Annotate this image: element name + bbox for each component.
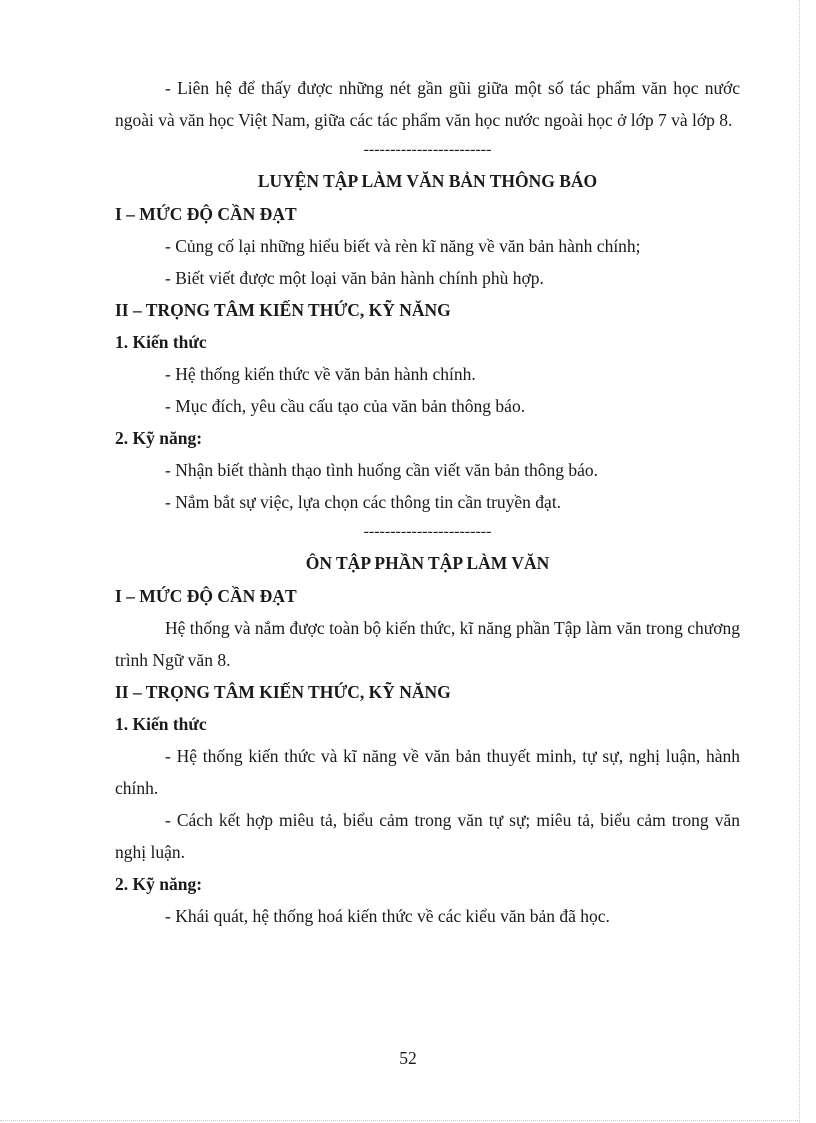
section1-heading-objectives: I – MỨC ĐỘ CẦN ĐẠT [115, 204, 297, 224]
separator-2: ------------------------ [363, 523, 492, 540]
page-border-right [799, 0, 800, 1123]
section1-skill-1: - Nhận biết thành thạo tình huống cần viết văn bản thông báo. [165, 460, 599, 480]
section1-objective-2: - Biết viết được một loại văn bản hành chính phù hợp. [165, 268, 544, 288]
section2-skill-1: - Khái quát, hệ thống hoá kiến thức về các kiểu văn bản đã học. [165, 906, 610, 926]
section1-objective-1: - Củng cố lại những hiểu biết và rèn kĩ năng về văn bản hành chính; [165, 236, 641, 256]
section2-skills-heading: 2. Kỹ năng: [115, 874, 203, 894]
section2-knowledge-2: - Cách kết hợp miêu tả, biểu cảm trong văn tự sự; miêu tả, biểu cảm trong văn nghị luận. [115, 810, 740, 862]
section1-knowledge-heading: 1. Kiến thức [115, 332, 207, 352]
section2-knowledge-heading: 1. Kiến thức [115, 714, 207, 734]
section2-heading-objectives: I – MỨC ĐỘ CẦN ĐẠT [115, 586, 297, 606]
separator: ------------------------ [363, 141, 492, 158]
section1-skill-2: - Nắm bắt sự việc, lựa chọn các thông tin cần truyền đạt. [165, 492, 562, 512]
section1-skills-heading: 2. Kỹ năng: [115, 428, 203, 448]
intro-paragraph: - Liên hệ để thấy được những nét gần gũi giữa một số tác phẩm văn học nước ngoài và văn học Việt Nam, giữa các tác phẩm văn học nước ngoài học ở lớp 7 và lớp 8. [115, 78, 740, 130]
section1-knowledge-1: - Hệ thống kiến thức về văn bản hành chính. [165, 364, 476, 384]
document-body [115, 72, 740, 932]
section2-knowledge-1: - Hệ thống kiến thức và kĩ năng về văn bản thuyết minh, tự sự, nghị luận, hành chính. [115, 746, 740, 798]
section1-knowledge-2: - Mục đích, yêu cầu cấu tạo của văn bản thông báo. [165, 396, 526, 416]
section2-objective: Hệ thống và nắm được toàn bộ kiến thức, kĩ năng phần Tập làm văn trong chương trình Ngữ văn 8. [115, 618, 740, 670]
page-number: 52 [399, 1048, 417, 1068]
section2-heading-focus: II – TRỌNG TÂM KIẾN THỨC, KỸ NĂNG [115, 682, 451, 702]
section1-heading-focus: II – TRỌNG TÂM KIẾN THỨC, KỸ NĂNG [115, 300, 451, 320]
section2-title: ÔN TẬP PHẦN TẬP LÀM VĂN [305, 553, 550, 573]
section1-title: LUYỆN TẬP LÀM VĂN BẢN THÔNG BÁO [257, 171, 598, 191]
page-border-bottom [0, 1120, 800, 1121]
